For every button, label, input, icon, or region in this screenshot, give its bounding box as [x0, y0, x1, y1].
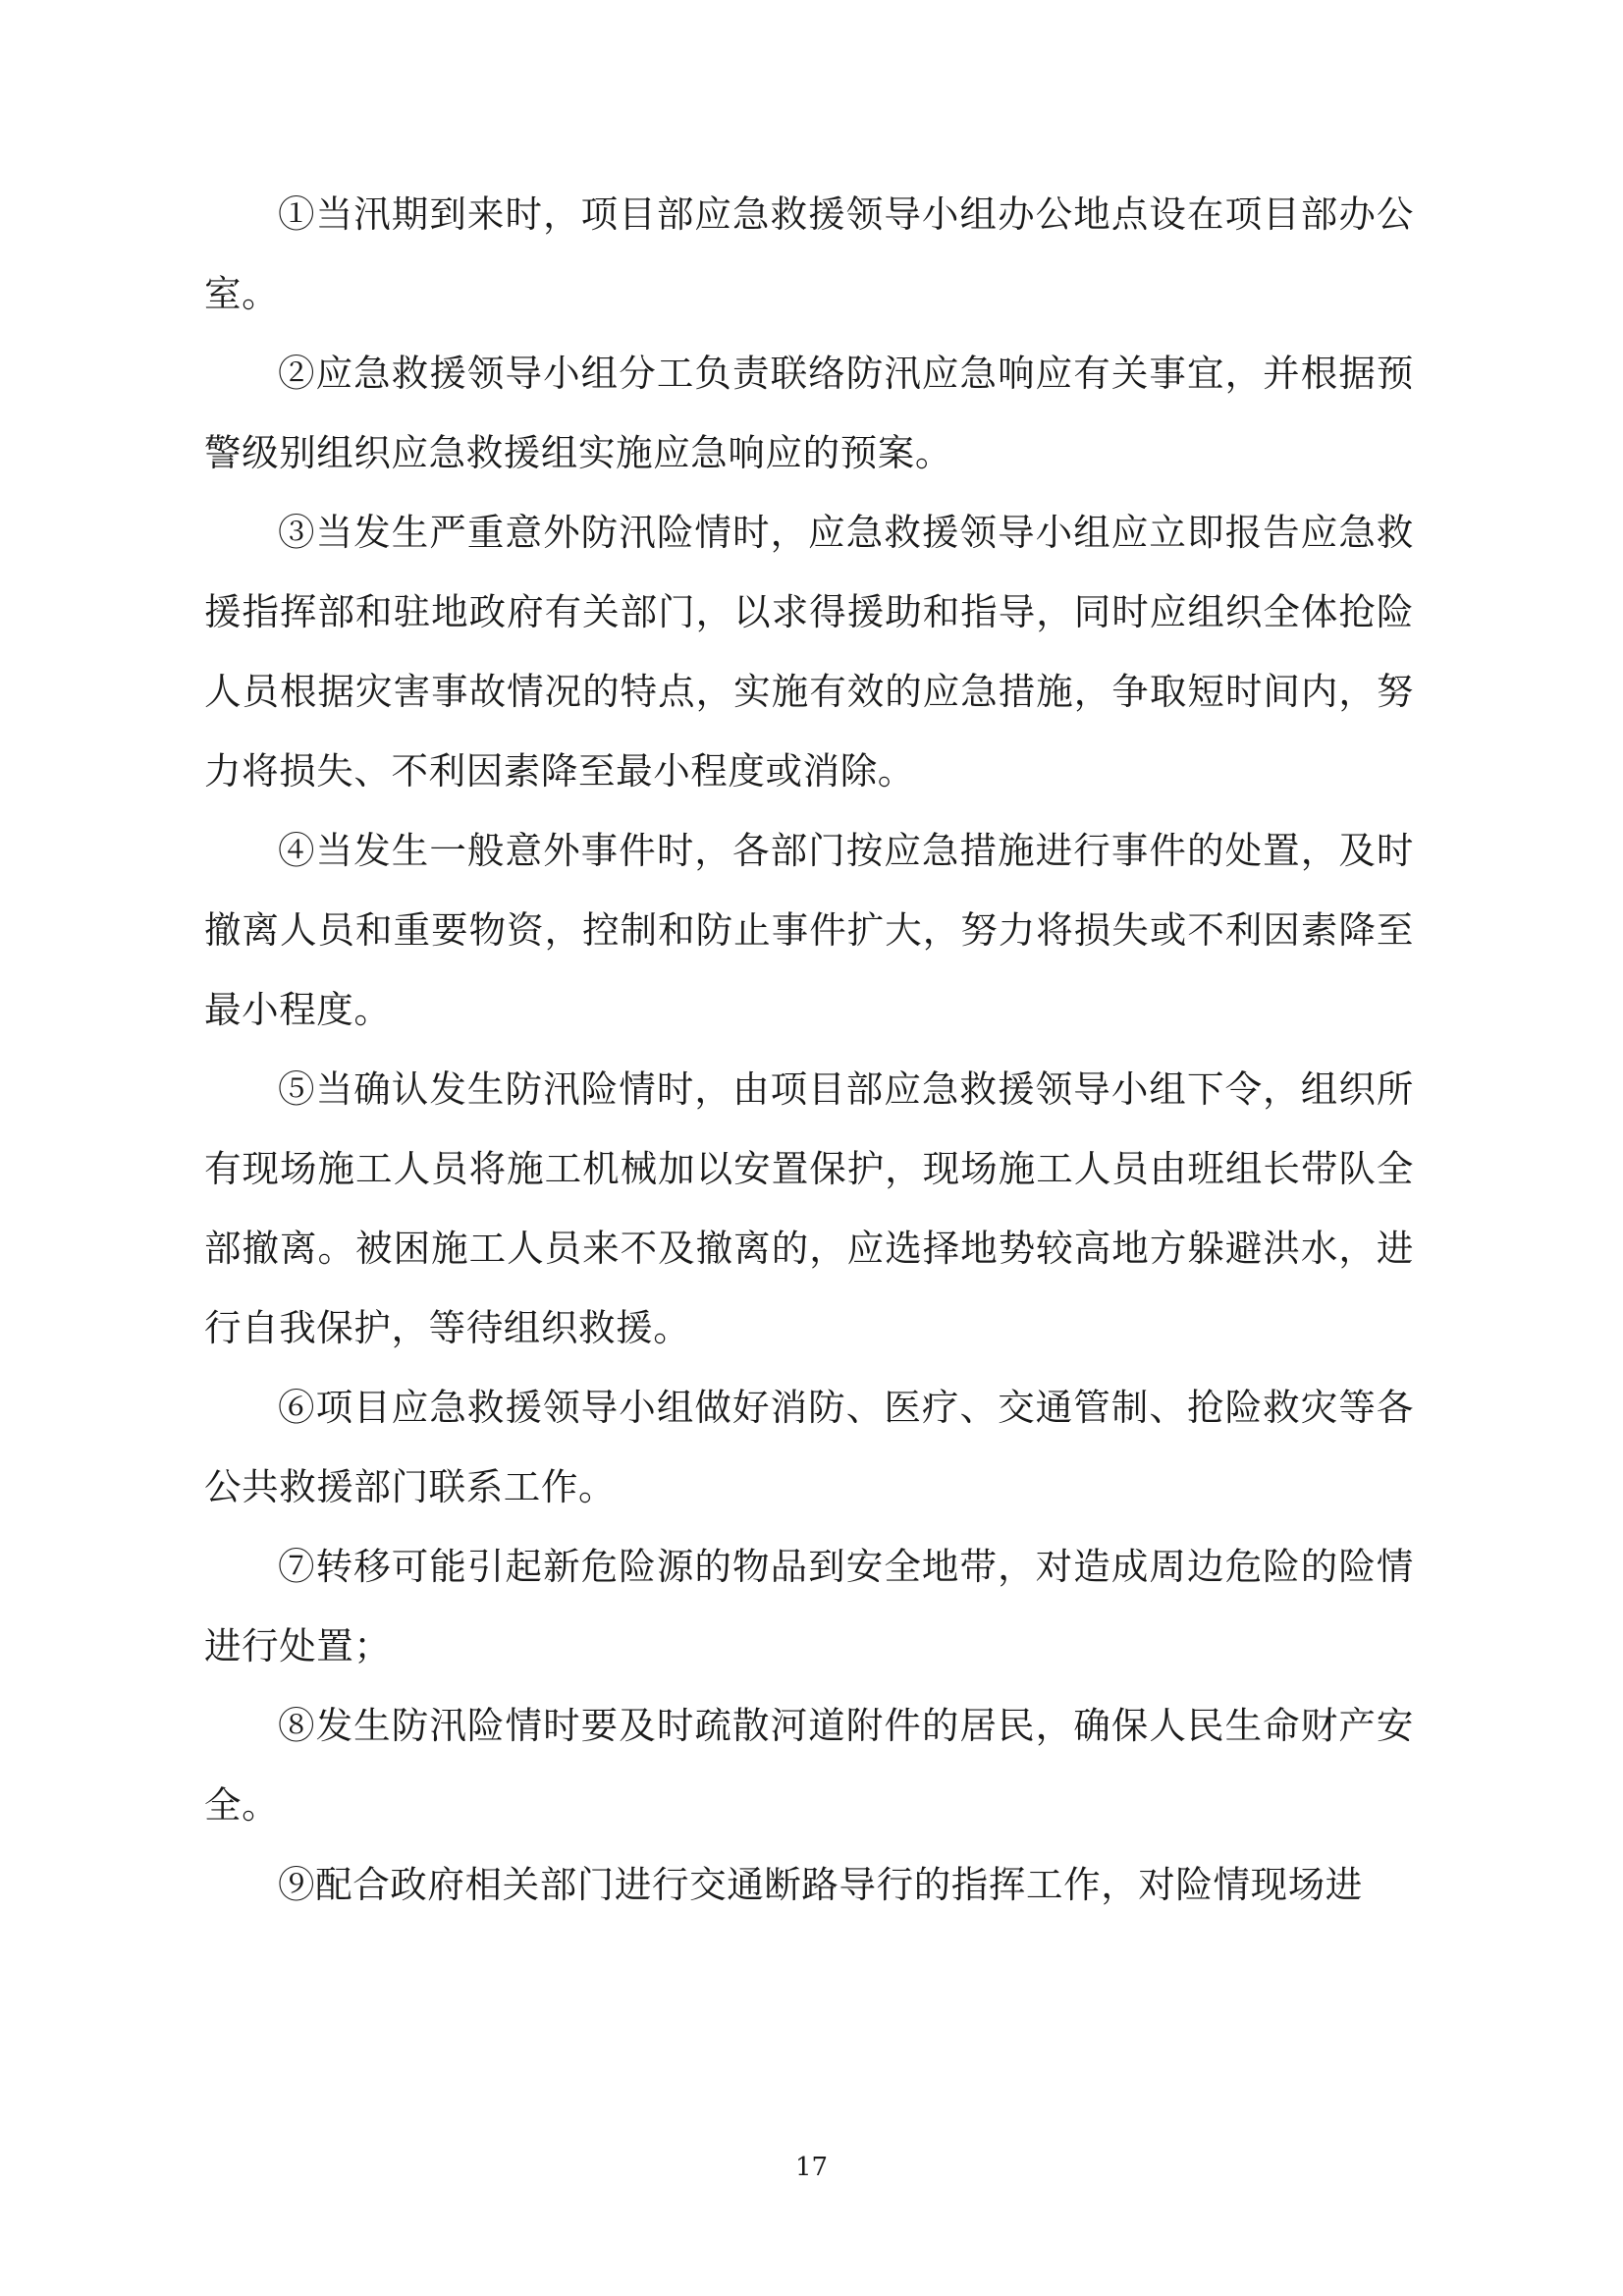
page-body — [204, 175, 1414, 1925]
paragraph: ⑤当确认发生防汛险情时，由项目部应急救援领导小组下令，组织所有现场施工人员将施工机械加以安置保护，现场施工人员由班组长带队全部撤离。被困施工人员来不及撤离的，应选择地势较高地方躲避洪水，进行自我保护，等待组织救援。 — [204, 1067, 1414, 1349]
paragraph: ④当发生一般意外事件时，各部门按应急措施进行事件的处置，及时撤离人员和重要物资，控制和防止事件扩大，努力将损失或不利因素降至最小程度。 — [204, 829, 1414, 1031]
paragraph: ⑨配合政府相关部门进行交通断路导行的指挥工作，对险情现场进 — [278, 1863, 1363, 1906]
paragraph: ①当汛期到来时，项目部应急救援领导小组办公地点设在项目部办公室。 — [204, 192, 1414, 315]
paragraph: ③当发生严重意外防汛险情时，应急救援领导小组应立即报告应急救援指挥部和驻地政府有关部门，以求得援助和指导，同时应组织全体抢险人员根据灾害事故情况的特点，实施有效的应急措施，争取短时间内，努力将损失、不利因素降至最小程度或消除。 — [204, 511, 1414, 793]
paragraph: ⑦转移可能引起新危险源的物品到安全地带，对造成周边危险的险情进行处置； — [204, 1545, 1414, 1667]
paragraph: ⑥项目应急救援领导小组做好消防、医疗、交通管制、抢险救灾等各公共救援部门联系工作。 — [204, 1386, 1414, 1508]
paragraph: ⑧发生防汛险情时要及时疏散河道附件的居民，确保人民生命财产安全。 — [204, 1704, 1414, 1827]
paragraph: ②应急救援领导小组分工负责联络防汛应急响应有关事宜，并根据预警级别组织应急救援组实施应急响应的预案。 — [204, 352, 1414, 474]
page-number: 17 — [794, 2153, 829, 2182]
